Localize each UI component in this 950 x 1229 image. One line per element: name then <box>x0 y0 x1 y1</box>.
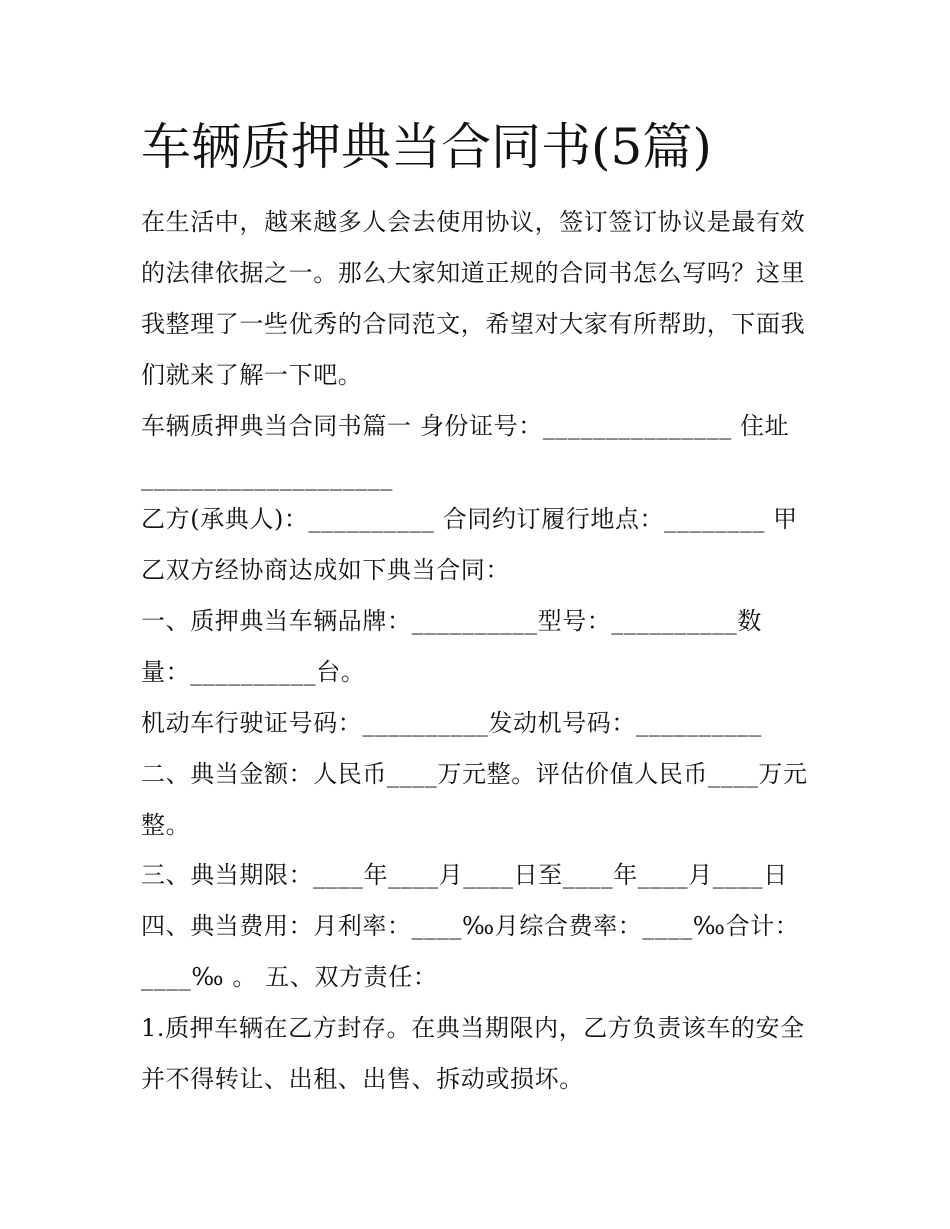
body-line-13: 整。 <box>141 811 191 839</box>
body-line-1: 在生活中，越来越多人会去使用协议，签订签订协议是最有效 <box>141 208 806 236</box>
body-line-18: 并不得转让、出租、出售、拆动或损坏。 <box>141 1065 584 1093</box>
body-line-17: 1.质押车辆在乙方封存。在典当期限内，乙方负责该车的安全 <box>141 1014 805 1042</box>
body-line-5: 车辆质押典当合同书篇一 身份证号：_______________ 住址 <box>141 412 790 440</box>
body-line-3: 我整理了一些优秀的合同范文，希望对大家有所帮助，下面我 <box>141 310 806 338</box>
body-line-8: 乙双方经协商达成如下典当合同： <box>141 556 510 584</box>
body-line-15: 四、典当费用：月利率：____‰月综合费率：____‰合计： <box>141 912 800 940</box>
body-line-9: 一、质押典当车辆品牌：__________型号：__________数 <box>141 607 762 635</box>
body-line-2: 的法律依据之一。那么大家知道正规的合同书怎么写吗？这里 <box>141 259 806 287</box>
body-line-6: ____________________ <box>141 463 393 491</box>
body-line-12: 二、典当金额：人民币____万元整。评估价值人民币____万元 <box>141 760 808 788</box>
body-line-7: 乙方(承典人)：__________ 合同约订履行地点：________ 甲 <box>141 505 798 533</box>
body-line-14: 三、典当期限：____年____月____日至____年____月____日 <box>141 861 788 889</box>
body-line-16: ____‰ 。 五、双方责任： <box>141 963 438 991</box>
body-line-4: 们就来了解一下吧。 <box>141 361 363 389</box>
body-line-10: 量：__________台。 <box>141 658 366 686</box>
body-line-11: 机动车行驶证号码：__________发动机号码：__________ <box>141 709 762 737</box>
document-title: 车辆质押典当合同书(5篇) <box>141 118 712 176</box>
